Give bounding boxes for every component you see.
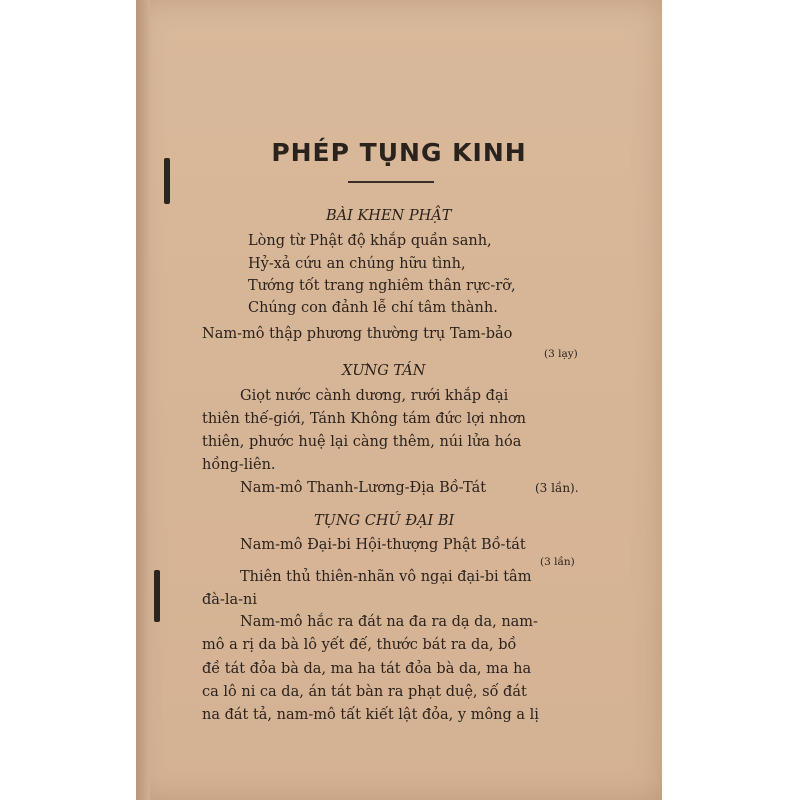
text-line: mô a rị da bà lô yết đế, thước bát ra da, bồ (202, 637, 517, 653)
text-line: Giọt nước cành dương, rưới khắp đại (240, 388, 509, 404)
invocation-line: Nam-mô Thanh-Lương-Địa Bồ-Tát (240, 480, 487, 496)
text-line: thiên thế-giới, Tánh Không tám đức lợi nhơn (202, 411, 526, 427)
text-line: hồng-liên. (202, 457, 276, 473)
text-line: thiên, phước huệ lại càng thêm, núi lửa hóa (202, 434, 522, 450)
text-line: đề tát đỏa bà da, ma ha tát đỏa bà da, ma ha (202, 661, 532, 677)
book-page (136, 0, 662, 800)
page-title: PHÉP TỤNG KINH (271, 138, 527, 167)
section-heading-praise: BÀI KHEN PHẬT (326, 208, 452, 224)
repeat-note: (3 lần) (540, 556, 575, 568)
section-heading-xung-tan: XƯNG TÁN (342, 363, 426, 379)
invocation-line: Nam-mô thập phương thường trụ Tam-bảo (202, 326, 513, 342)
repeat-note: (3 lạy) (544, 348, 578, 360)
section-heading-dai-bi: TỤNG CHÚ ĐẠI BI (314, 513, 455, 529)
verse-line: Chúng con đảnh lễ chí tâm thành. (248, 300, 498, 316)
invocation-line: Nam-mô Đại-bi Hội-thượng Phật Bồ-tát (240, 537, 526, 553)
text-line: Nam-mô hắc ra đát na đa ra dạ da, nam- (240, 614, 538, 630)
verse-line: Tướng tốt trang nghiêm thân rực-rỡ, (248, 278, 516, 294)
staple-bottom (154, 570, 160, 622)
verse-line: Hỷ-xả cứu an chúng hữu tình, (248, 256, 466, 272)
text-line: đà-la-ni (202, 592, 257, 608)
text-line: ca lô ni ca da, án tát bàn ra phạt duệ, số đát (202, 684, 527, 700)
repeat-note: (3 lần). (535, 481, 579, 495)
verse-line: Lòng từ Phật độ khắp quần sanh, (248, 233, 492, 249)
text-line: Thiên thủ thiên-nhãn vô ngại đại-bi tâm (240, 569, 532, 585)
title-underline (348, 181, 434, 183)
text-line: na đát tả, nam-mô tất kiết lật đỏa, y mông a lị (202, 707, 539, 723)
